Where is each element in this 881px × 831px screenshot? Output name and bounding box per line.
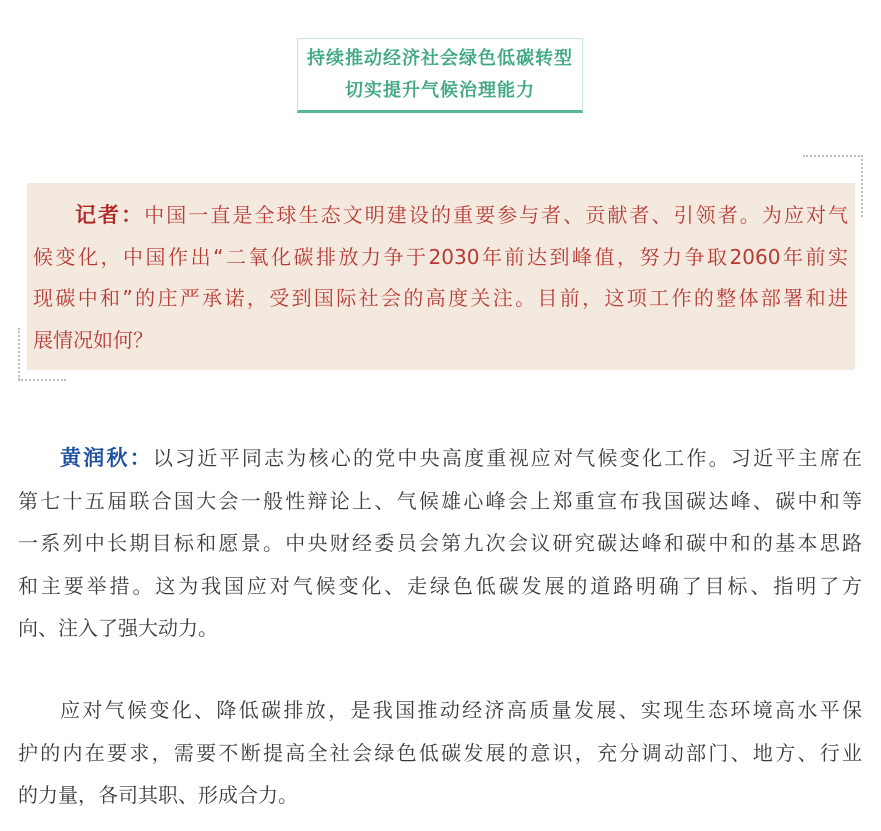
answer-line: 的力量，各司其职、形成合力。	[18, 783, 298, 807]
corner-decoration-top-right-horizontal	[803, 155, 863, 157]
corner-decoration-bottom-left-vertical	[18, 328, 20, 380]
answer-paragraph	[18, 689, 862, 817]
answer-label: 黄润秋：	[60, 446, 153, 470]
answer-line	[18, 437, 862, 480]
corner-decoration-bottom-left-horizontal	[18, 379, 66, 381]
section-title-line-2: 切实提升气候治理能力	[345, 80, 535, 101]
answer-line: 向、注入了强大动力。	[18, 616, 218, 640]
answer-line: 应对气候变化、降低碳排放，是我国推动经济高质量发展、实现生态环境高水平保	[60, 698, 862, 722]
question-line: 展情况如何？	[33, 327, 153, 352]
answer-line: 和主要举措。这为我国应对气候变化、走绿色低碳发展的道路明确了目标、指明了方	[18, 573, 862, 598]
question-box	[27, 183, 855, 370]
section-title-line-1: 持续推动经济社会绿色低碳转型	[307, 48, 573, 69]
section-title-box	[297, 38, 583, 113]
question-label: 记者：	[75, 203, 145, 227]
answer-line: 护的内在要求，需要不断提高全社会绿色低碳发展的意识，充分调动部门、地方、行业	[18, 740, 862, 765]
answer-line: 第七十五届联合国大会一般性辩论上、气候雄心峰会上郑重宣布我国碳达峰、碳中和等	[18, 488, 862, 513]
question-line: 现碳中和”的庄严承诺，受到国际社会的高度关注。目前，这项工作的整体部署和进	[33, 286, 848, 310]
corner-decoration-top-right-vertical	[861, 155, 863, 217]
answer-line-text: 以习近平同志为核心的党中央高度重视应对气候变化工作。习近平主席在	[152, 446, 863, 470]
answer-paragraph	[18, 437, 862, 650]
question-line-text: 中国一直是全球生态文明建设的重要参与者、贡献者、引领者。为应对气	[144, 203, 849, 227]
question-line	[33, 195, 848, 237]
answer-line: 一系列中长期目标和愿景。中央财经委员会第九次会议研究碳达峰和碳中和的基本思路	[18, 531, 862, 555]
question-line: 候变化，中国作出“二氧化碳排放力争于2030年前达到峰值，努力争取2060年前实	[33, 244, 848, 269]
